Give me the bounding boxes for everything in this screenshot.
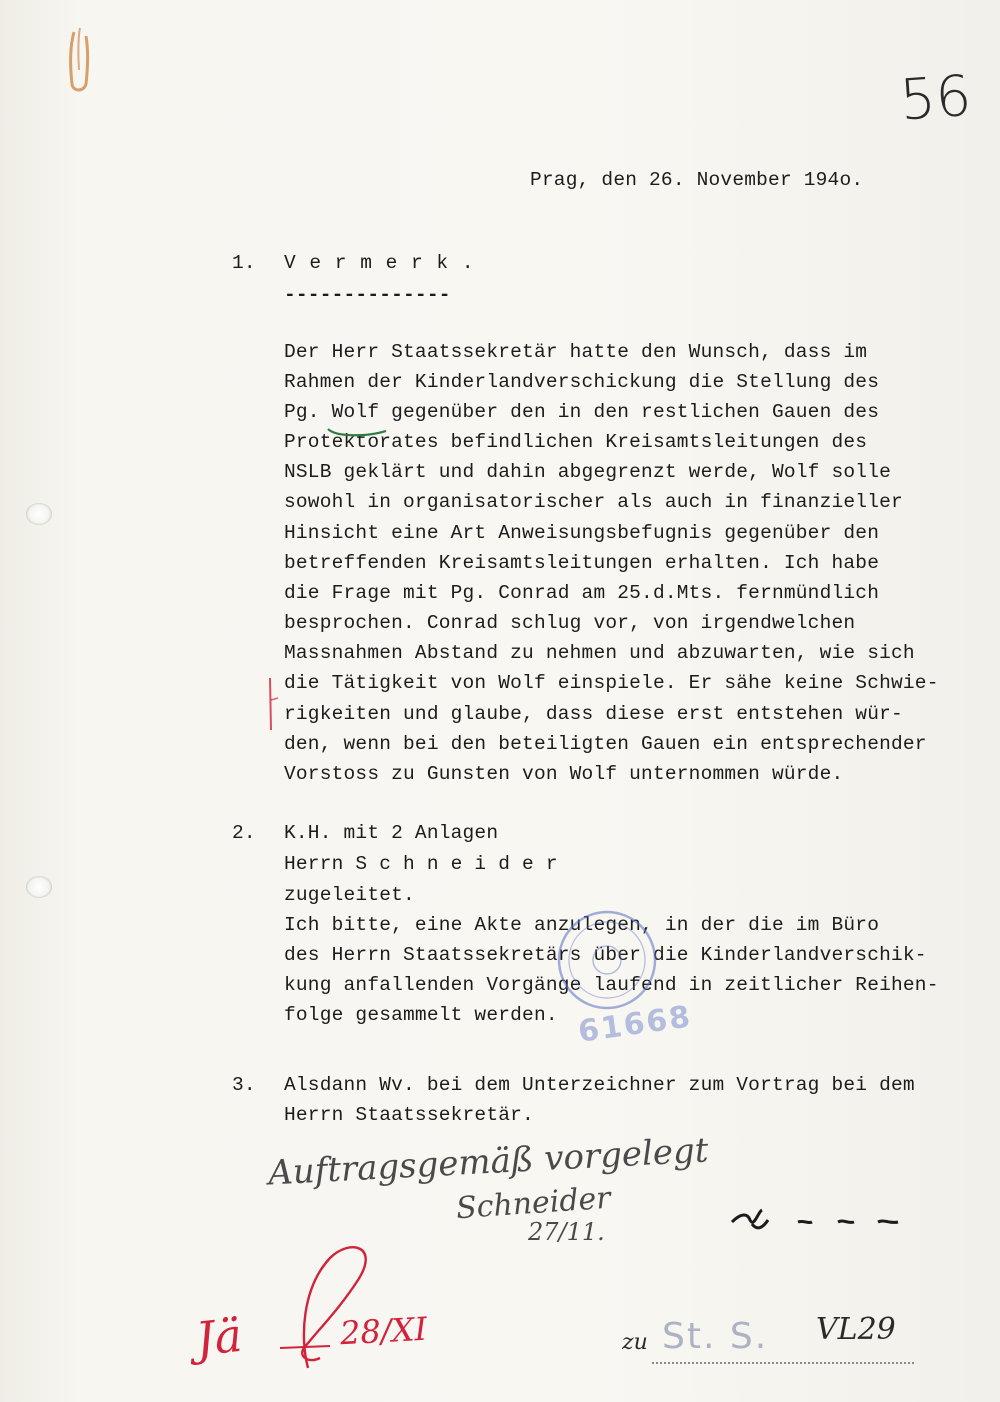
- file-ref-underline: [652, 1362, 914, 1364]
- section1-line: Vorstoss zu Gunsten von Wolf unternommen würde.: [284, 763, 844, 785]
- section2-line: folge gesammelt werden.: [284, 1004, 558, 1026]
- section2-line: Ich bitte, eine Akte anzulegen, in der die im Büro: [284, 914, 880, 936]
- section2-line: zugeleitet.: [284, 884, 415, 906]
- section1-line: Pg. Wolf gegenüber den in den restlichen Gauen des: [284, 401, 880, 423]
- red-margin-mark: [262, 674, 282, 734]
- paper-clip-mark-icon: [66, 26, 96, 96]
- section3-line: Alsdann Wv. bei dem Unterzeichner zum Vortrag bei dem: [284, 1074, 915, 1096]
- section1-line: Der Herr Staatssekretär hatte den Wunsch, dass im: [284, 341, 868, 363]
- red-initials: Jä: [193, 1307, 245, 1367]
- section2-number: 2.: [232, 822, 256, 844]
- section1-line: Hinsicht eine Art Anweisungsbefugnis gegenüber den: [284, 522, 880, 544]
- punch-hole-upper: [26, 503, 52, 525]
- section3-line: Herrn Staatssekretär.: [284, 1104, 534, 1126]
- handwritten-date: 27/11.: [528, 1218, 605, 1246]
- section1-line: sowohl in organisatorischer als auch in finanzieller: [284, 491, 903, 513]
- punch-hole-lower: [26, 876, 52, 898]
- section1-line: die Tätigkeit von Wolf einspiele. Er sähe keine Schwie-: [284, 672, 939, 694]
- section3-number: 3.: [232, 1074, 256, 1096]
- section1-line: den, wenn bei den beteiligten Gauen ein entsprechender: [284, 733, 927, 755]
- section1-line: Massnahmen Abstand zu nehmen und abzuwarten, wie sich: [284, 642, 915, 664]
- archive-number-stamp: 61668: [576, 999, 695, 1050]
- section1-line: Rahmen der Kinderlandverschickung die Stellung des: [284, 371, 880, 393]
- section2-line: K.H. mit 2 Anlagen: [284, 822, 499, 844]
- green-underline-mark: [326, 425, 388, 437]
- page-number: 56: [897, 63, 974, 134]
- file-ref-prefix: zu: [622, 1330, 648, 1355]
- section1-line: Protektorates befindlichen Kreisamtsleitungen des: [284, 431, 868, 453]
- red-date: 28/XI: [339, 1309, 428, 1353]
- file-ref-stamp: St. S.: [662, 1316, 769, 1357]
- signature-mark: [728, 1202, 908, 1238]
- section2-line: des Herrn Staatssekretärs über die Kinderlandverschik-: [284, 944, 927, 966]
- section2-line: Herrn S c h n e i d e r: [284, 853, 558, 875]
- section1-line: die Frage mit Pg. Conrad am 25.d.Mts. fernmündlich: [284, 582, 880, 604]
- section1-heading: V e r m e r k .: [284, 252, 475, 274]
- file-ref-number: VL29: [816, 1312, 896, 1347]
- section2-line: kung anfallenden Vorgänge laufend in zeitlicher Reihen-: [284, 974, 939, 996]
- section1-line: betreffenden Kreisamtsleitungen erhalten. Ich habe: [284, 552, 880, 574]
- section1-line: rigkeiten und glaube, dass diese erst entstehen wür-: [284, 703, 903, 725]
- section1-line: NSLB geklärt und dahin abgegrenzt werde, Wolf solle: [284, 461, 891, 483]
- archive-seal-stamp: [552, 905, 662, 1015]
- section1-line: besprochen. Conrad schlug vor, von irgendwelchen: [284, 612, 856, 634]
- handwritten-note: Auftragsgemäß vorgelegt: [267, 1130, 710, 1194]
- date-line: Prag, den 26. November 194o.: [530, 169, 864, 191]
- handwritten-name: Schneider: [454, 1180, 612, 1227]
- section1-number: 1.: [232, 252, 256, 274]
- section1-heading-rule: --------------: [284, 284, 451, 306]
